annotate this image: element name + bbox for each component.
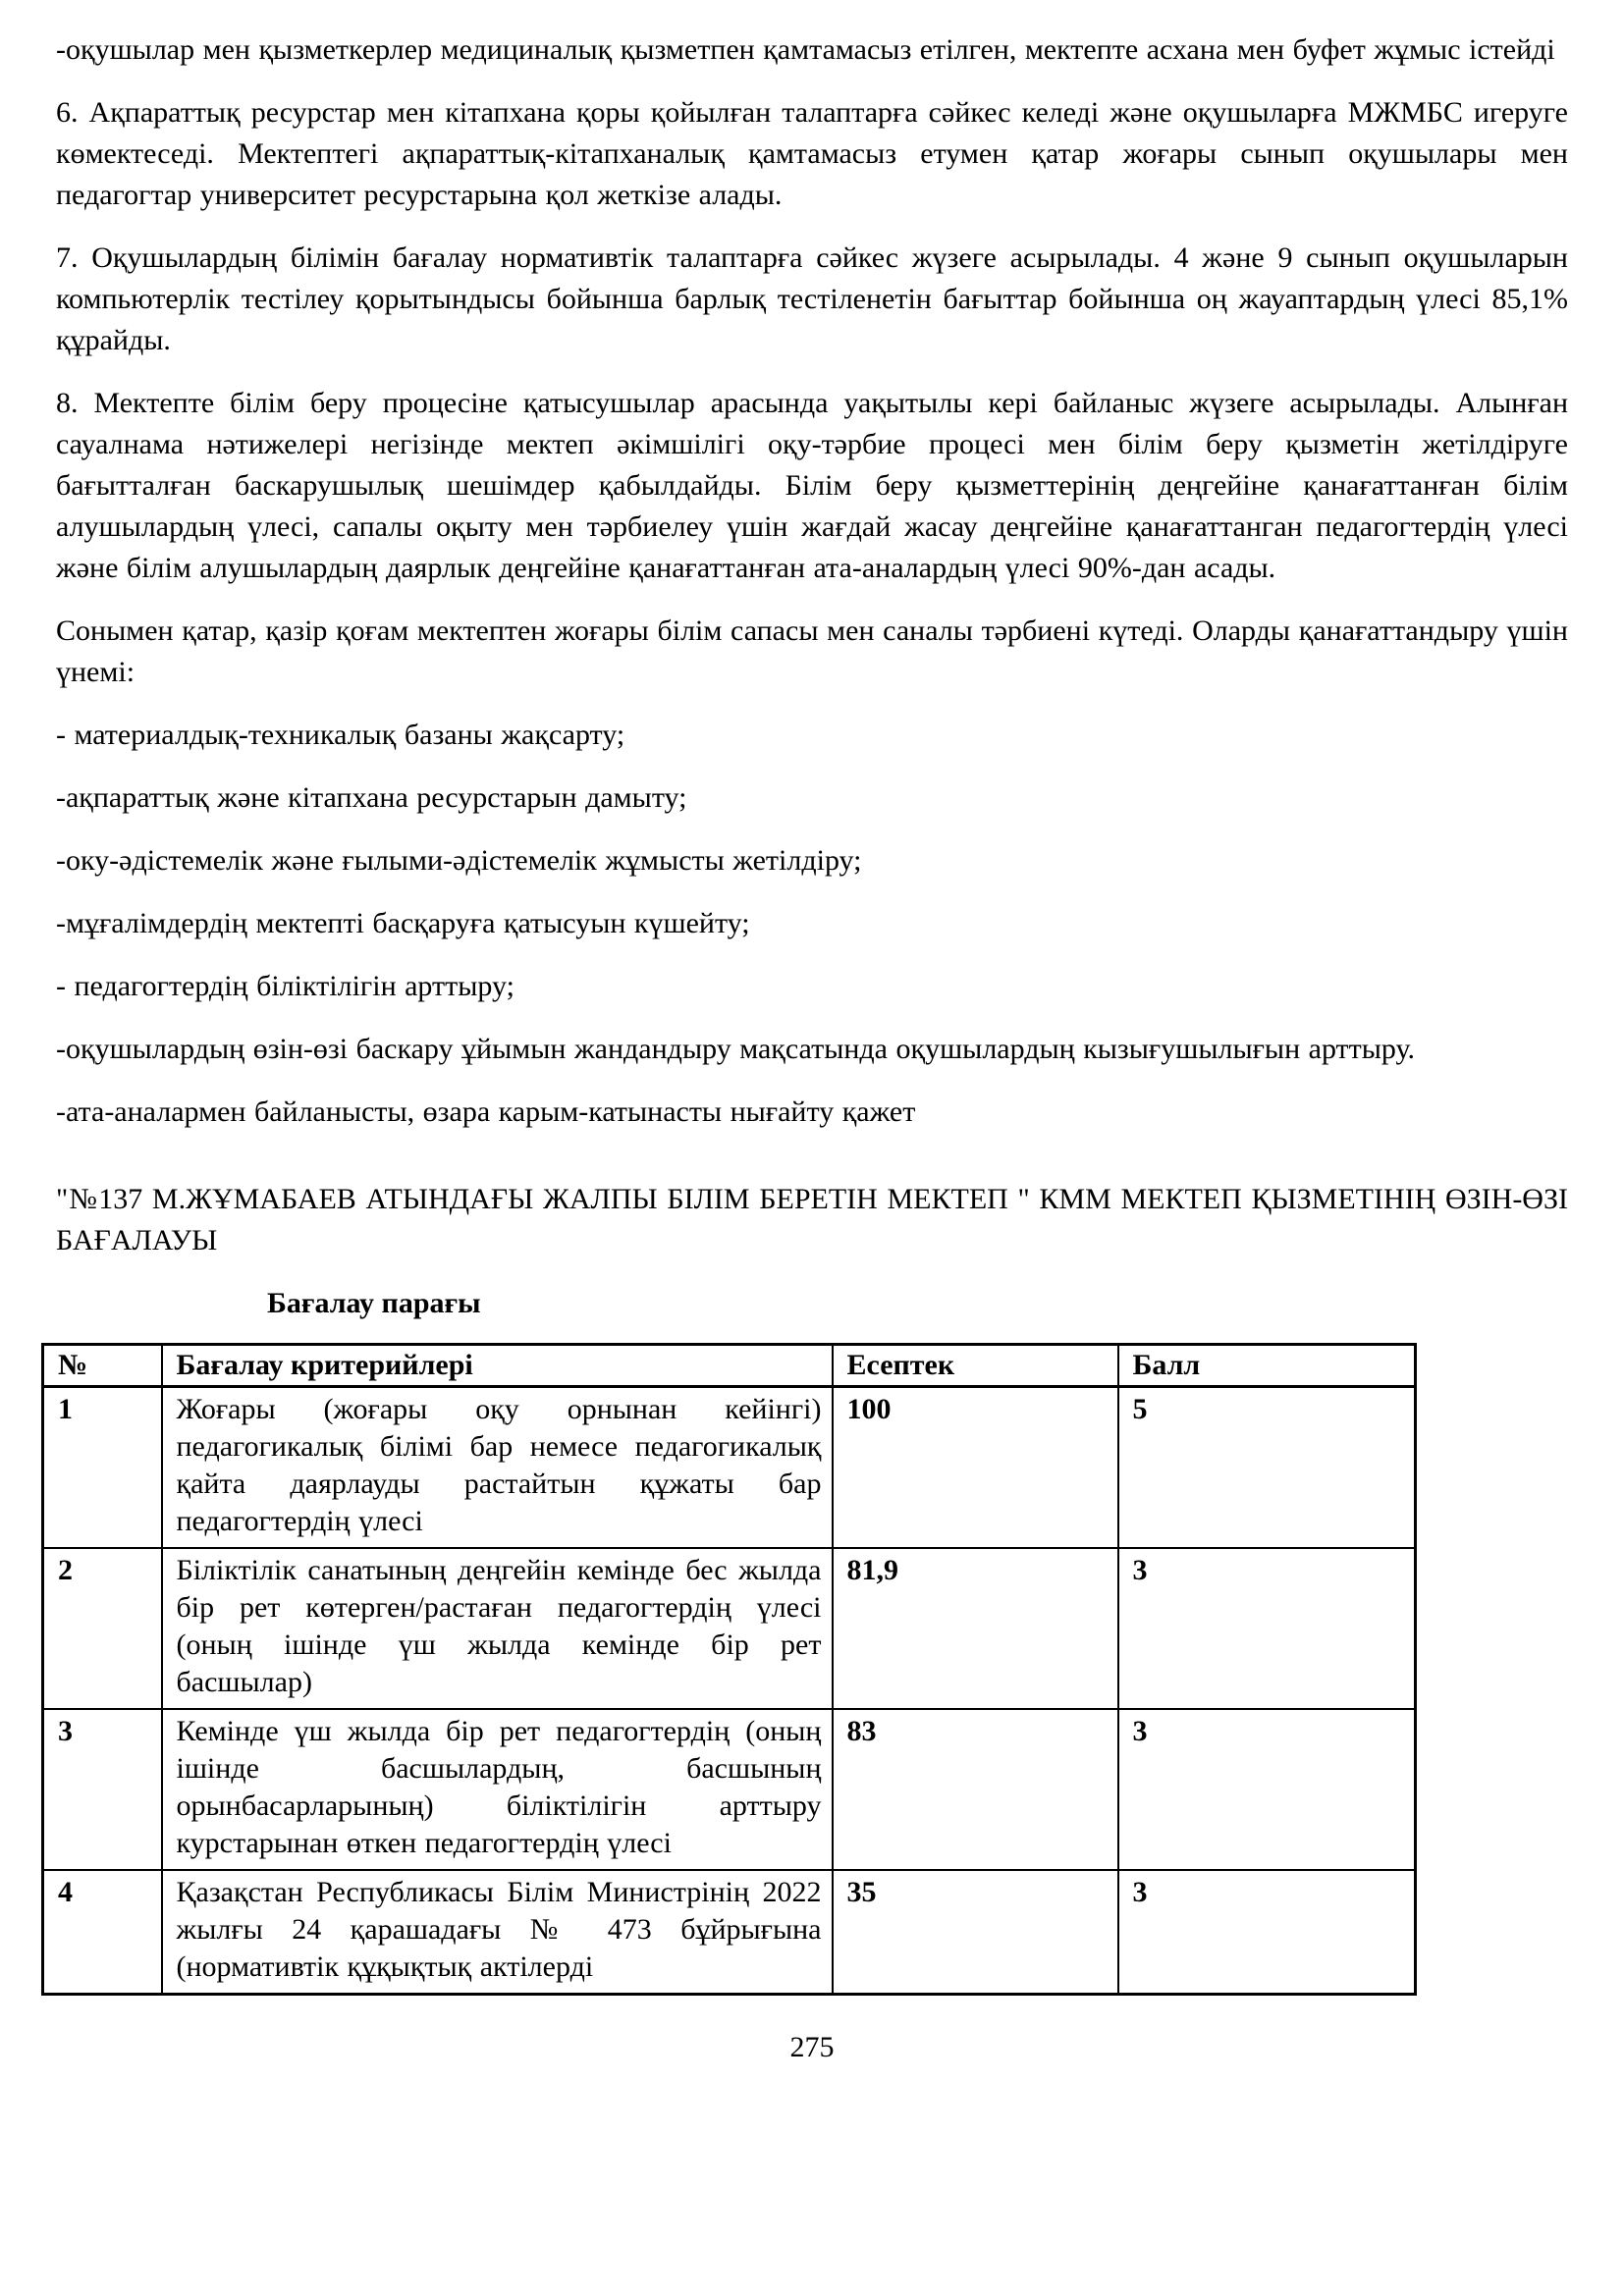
paragraph: -оқушылардың өзін-өзі баскару ұйымын жандандыру мақсатында оқушылардың кызығушылығын арттыру. <box>56 1033 1416 1065</box>
paragraph: -оқушылар мен қызметкерлер медициналық қызметпен қамтамасыз етілген, мектепте асхана мен буфет жұмыс істейді <box>56 33 1555 66</box>
criteria-cell: Жоғары (жоғары оқу орнынан кейінгі) педагогикалық білімі бар немесе педагогикалық қайта даярлауды растайтын құжаты бар педагогтердің үлесі <box>162 1387 833 1549</box>
paragraph: 7. Оқушылардың білімін бағалау нормативтік талаптарға сәйкес жүзеге асырылады. 4 және 9 сынып оқушыларын компьютерлік тестілеу қорытындысы бойынша барлық тестіленетін бағыттар бойынша оң жауаптардың үлесі 85,1% құрайды. <box>56 241 1568 356</box>
paragraph: -мұғалімдердің мектепті басқаруға қатысуын күшейту; <box>56 907 750 939</box>
paragraph: 8. Мектепте білім беру процесіне қатысушылар арасында уақытылы кері байланыс жүзеге асырылады. Алынған сауалнама нәтижелері негізінде мектеп әкімшілігі оқу-тәрбие процесі мен білім беру қызметін жетілдіруге бағытталған баскарушылық шешімдер қабылдайды. Білім беру қызметтерінің деңгейіне қанағаттанған білім алушылардың үлесі, сапалы оқыту мен тәрбиелеу үшін жағдай жасау деңгейіне қанағаттанган педагогтердің үлесі және білім алушылардың даярлык деңгейіне қанағаттанған ата-аналардың үлесі 90%-дан асады. <box>56 387 1568 584</box>
evaluation-table <box>41 1343 1417 1996</box>
score-cell: 3 <box>1118 1548 1416 1709</box>
criteria-cell: Қазақстан Республикасы Білім Министрінің 2022 жылғы 24 қарашадағы № 473 бұйрығына (нормативтік құқықтық актілерді <box>162 1870 833 1995</box>
row-number-cell: 1 <box>43 1387 162 1549</box>
evaluation-sheet-title: Бағалау парағы <box>267 1287 481 1319</box>
header-cell-criteria: Бағалау критерийлері <box>162 1345 833 1387</box>
header-cell-value: Есептек <box>833 1345 1118 1387</box>
value-cell: 81,9 <box>833 1548 1118 1709</box>
paragraph: 6. Ақпараттық ресурстар мен кітапхана қоры қойылған талаптарға сәйкес келеді және оқушыларға МЖМБС игеруге көмектеседі. Мектептегі ақпараттық-кітапханалық қамтамасыз етумен қатар жоғары сынып оқушылары мен педагогтар университет ресурстарына қол жеткізе алады. <box>56 96 1568 211</box>
table-row <box>43 1548 1416 1709</box>
value-cell: 100 <box>833 1387 1118 1549</box>
paragraph: Сонымен қатар, қазір қоғам мектептен жоғары білім сапасы мен саналы тәрбиені күтеді. Оларды қанағаттандыру үшін үнемі: <box>56 614 1568 688</box>
paragraph: -ақпараттық және кітапхана ресурстарын дамыту; <box>56 781 687 814</box>
paragraph: -оку-әдістемелік және ғылыми-әдістемелік жұмысты жетілдіру; <box>56 844 862 877</box>
table-row <box>43 1870 1416 1995</box>
table-row <box>43 1709 1416 1870</box>
header-cell-score: Балл <box>1118 1345 1416 1387</box>
paragraph: - педагогтердің біліктілігін арттыру; <box>56 970 514 1002</box>
header-row <box>43 1345 1416 1387</box>
evaluation-table-body <box>43 1387 1416 1995</box>
row-number-cell: 3 <box>43 1709 162 1870</box>
score-cell: 3 <box>1118 1870 1416 1995</box>
score-cell: 3 <box>1118 1709 1416 1870</box>
header-cell-number: № <box>43 1345 162 1387</box>
school-self-assessment-title: "№137 М.ЖҰМАБАЕВ АТЫНДАҒЫ ЖАЛПЫ БІЛІМ БЕРЕТІН МЕКТЕП " КММ МЕКТЕП ҚЫЗМЕТІНІҢ ӨЗІН-ӨЗІ БАҒАЛАУЫ <box>56 1183 1568 1256</box>
body-paragraphs <box>56 29 1568 1133</box>
criteria-cell: Біліктілік санатының деңгейін кемінде бес жылда бір рет көтерген/растаған педагогтердің үлесі (оның ішінде үш жылда кемінде бір рет басшылар) <box>162 1548 833 1709</box>
evaluation-table-header <box>43 1345 1416 1387</box>
page-number: 275 <box>789 2031 835 2063</box>
value-cell: 83 <box>833 1709 1118 1870</box>
row-number-cell: 2 <box>43 1548 162 1709</box>
criteria-cell: Кемінде үш жылда бір рет педагогтердің (оның ішінде басшылардың, басшының орынбасарларының) біліктілігін арттыру курстарынан өткен педагогтердің үлесі <box>162 1709 833 1870</box>
paragraph: - материалдық-техникалық базаны жақсарту; <box>56 719 625 751</box>
paragraph: -ата-аналармен байланысты, өзара карым-катынасты нығайту қажет <box>56 1095 916 1128</box>
row-number-cell: 4 <box>43 1870 162 1995</box>
table-row <box>43 1387 1416 1549</box>
value-cell: 35 <box>833 1870 1118 1995</box>
score-cell: 5 <box>1118 1387 1416 1549</box>
